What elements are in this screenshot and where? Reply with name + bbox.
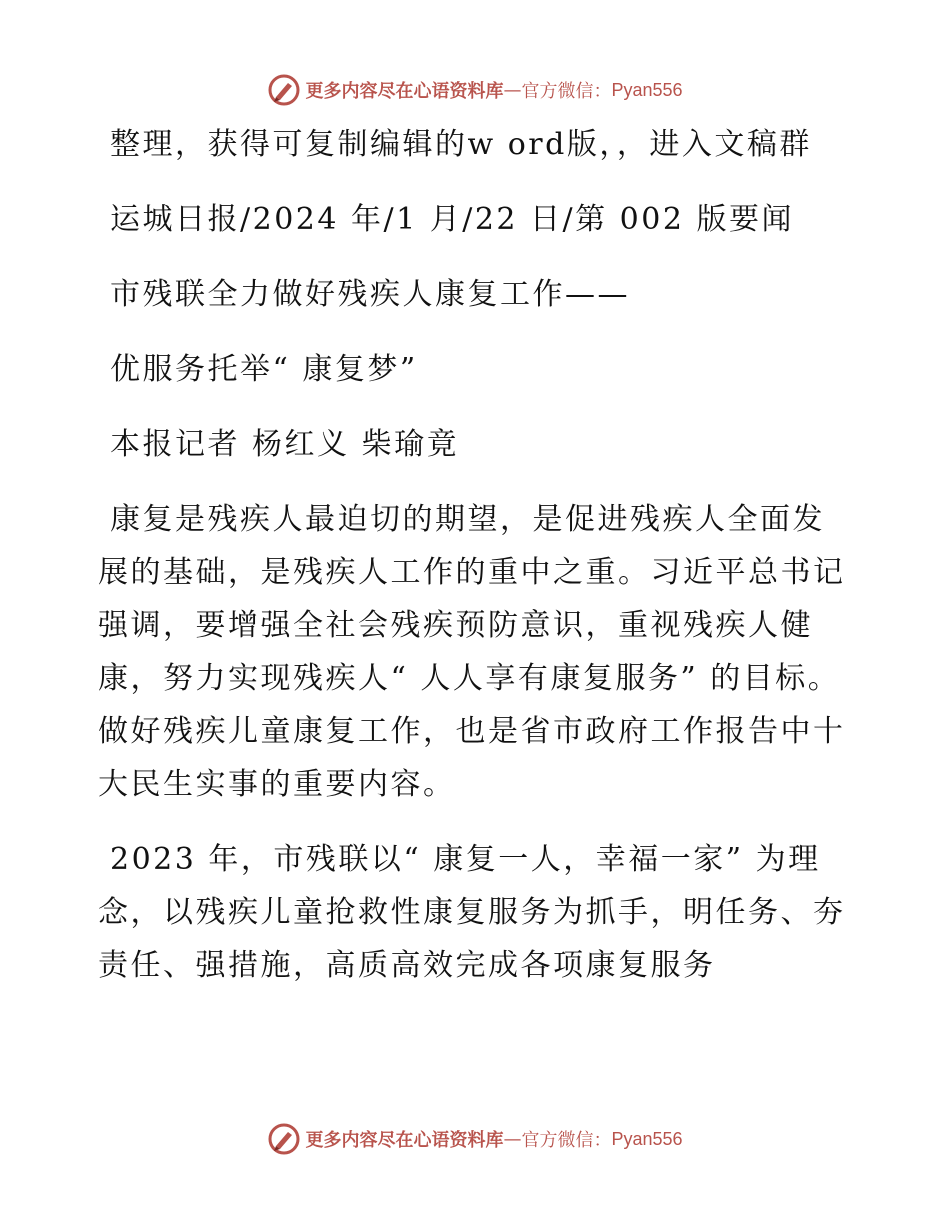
brand-logo-icon <box>267 1122 301 1156</box>
byline: 本报记者 杨红义 柴瑜竟 <box>110 427 460 462</box>
banner-site-name: 更多内容尽在心语资料库 <box>305 81 504 102</box>
banner-wechat-label: 官方微信： <box>521 1130 612 1151</box>
headline-sub: 优服务托举“ 康复梦” <box>110 352 418 387</box>
footer-watermark-banner <box>0 1119 950 1159</box>
brand-logo-icon <box>267 73 301 107</box>
banner-separator: — <box>503 79 522 101</box>
banner-wechat-id: Pyan556 <box>611 1128 683 1149</box>
header-watermark-banner <box>0 70 950 110</box>
banner-wechat-id: Pyan556 <box>611 79 683 100</box>
headline-main: 市残联全力做好残疾人康复工作—— <box>110 277 630 312</box>
banner-site-name: 更多内容尽在心语资料库 <box>305 1130 504 1151</box>
banner-separator: — <box>503 1128 522 1150</box>
document-body <box>98 118 850 992</box>
banner-wechat-label: 官方微信： <box>521 81 612 102</box>
paragraph-1: 康复是残疾人最迫切的期望，是促进残疾人全面发展的基础，是残疾人工作的重中之重。习近平总书记强调，要增强全社会残疾预防意识，重视残疾人健康，努力实现残疾人“ 人人享有康复服务” 的目标。做好残疾儿童康复工作，也是省市政府工作报告中十大民生实事的重要内容。 <box>98 502 846 802</box>
source-line: 运城日报/2024 年/1 月/22 日/第 002 版要闻 <box>110 202 794 237</box>
intro-line: 整理，获得可复制编辑的w ord版，，进入文稿群 <box>110 127 812 162</box>
paragraph-2: 2023 年，市残联以“ 康复一人，幸福一家” 为理念，以残疾儿童抢救性康复服务为抓手，明任务、夯责任、强措施，高质高效完成各项康复服务 <box>98 842 846 983</box>
